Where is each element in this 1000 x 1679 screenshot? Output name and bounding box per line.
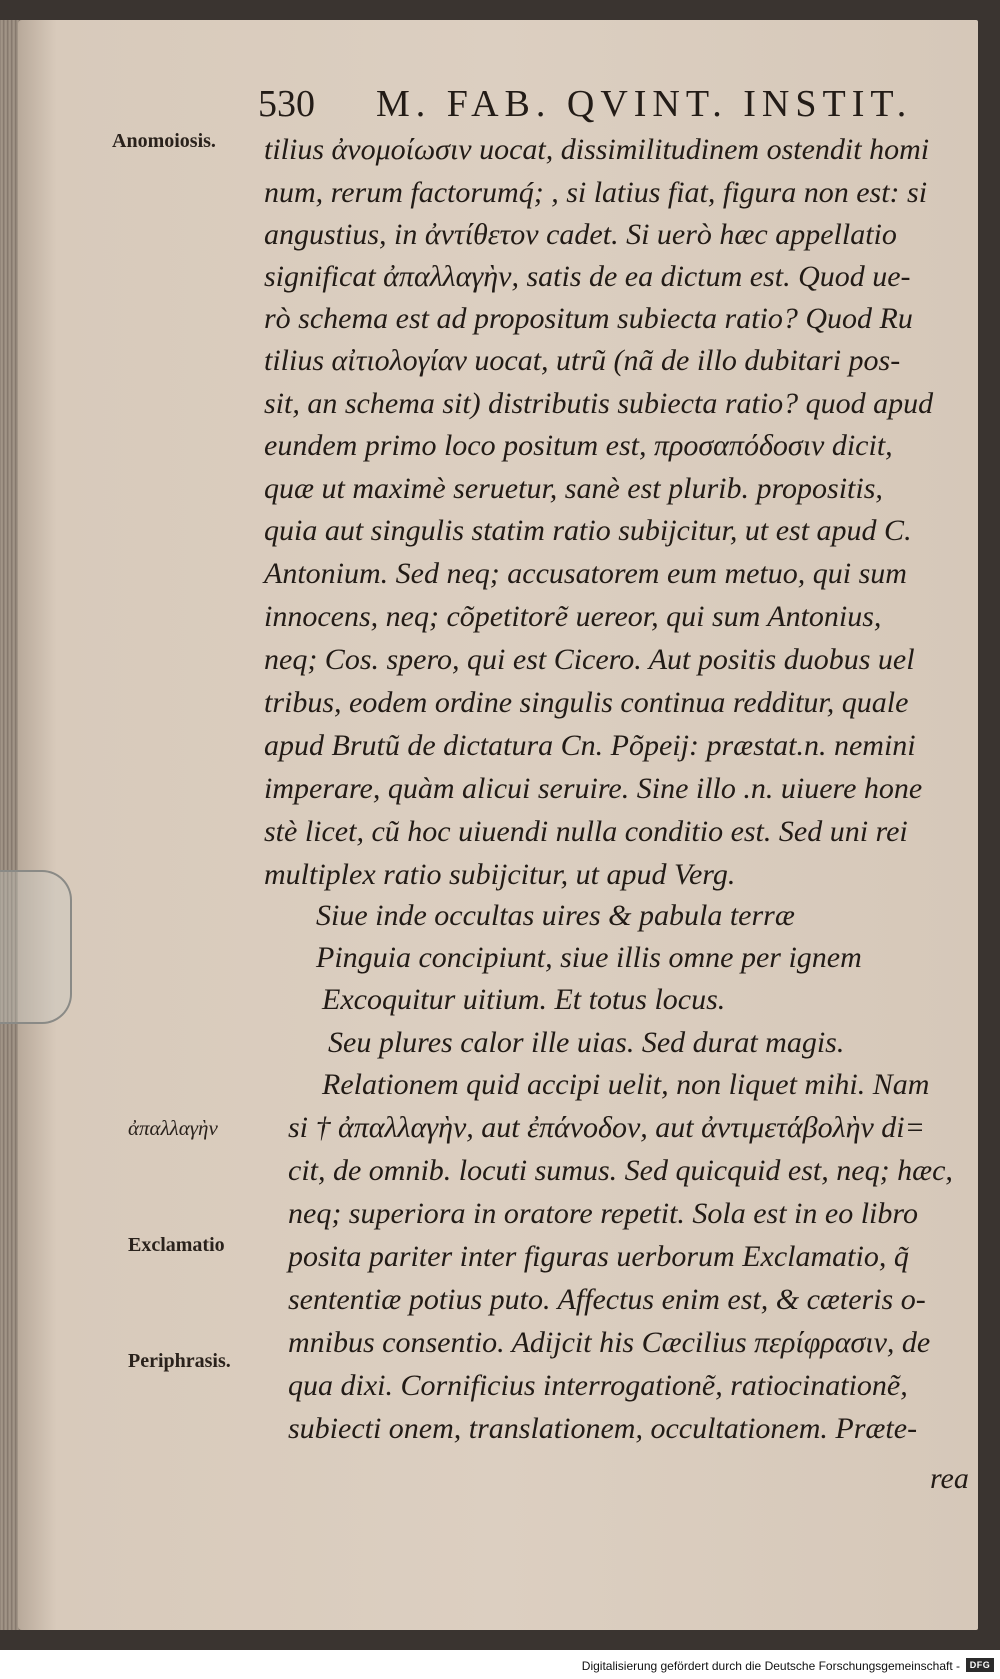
text-line: neq; superiora in oratore repetit. Sola est in eo libro [288, 1197, 918, 1230]
text-line: eundem primo loco positum est, προσαπόδοσιν dicit, [264, 429, 893, 462]
text-line: tribus, eodem ordine singulis continua redditur, quale [264, 686, 909, 719]
verse-line: Excoquitur uitium. Et totus locus. [322, 983, 726, 1016]
text-line: subiecti onem, translationem, occultationem. Præte- [288, 1412, 918, 1445]
text-line: qua dixi. Cornificius interrogationẽ, ratiocinationẽ, [288, 1369, 908, 1402]
text-line: rò schema est ad propositum subiecta ratio? Quod Ru [264, 302, 913, 335]
text-line: sit, an schema sit) distributis subiecta ratio? quod apud [264, 387, 934, 420]
clasp-strap [0, 870, 72, 1024]
catchword: rea [930, 1462, 969, 1495]
running-title: M. FAB. QVINT. INSTIT. [376, 83, 913, 125]
text-line: num, rerum factorumq́; , si latius fiat, figura non est: si [264, 176, 928, 209]
text-line: multiplex ratio subijcitur, ut apud Verg. [264, 858, 736, 891]
text-line: innocens, neq; cõpetitorẽ uereor, qui sum Antonius, [264, 600, 882, 633]
text-line: stè licet, cũ hoc uiuendi nulla conditio est. Sed uni rei [264, 815, 908, 848]
dfg-logo-icon: DFG [966, 1658, 994, 1672]
text-line: apud Brutũ de dictatura Cn. Põpeij: præstat.n. nemini [264, 729, 916, 762]
margin-note-greek: ἀπαλλαγὴν [128, 1116, 218, 1140]
text-line: imperare, quàm alicui seruire. Sine illo .n. uiuere hone [264, 772, 923, 805]
funding-credit: Digitalisierung gefördert durch die Deutsche Forschungsgemeinschaft - [581, 1659, 960, 1673]
text-line: posita pariter inter figuras uerborum Exclamatio, q̃ [288, 1240, 909, 1273]
page-number: 530 [258, 83, 315, 125]
text-line: quia aut singulis statim ratio subijcitur, ut est apud C. [264, 514, 912, 547]
verse-line: Seu plures calor ille uias. Sed durat magis. [328, 1026, 845, 1059]
margin-note-anomoiosis: Anomoiosis. [112, 130, 216, 152]
text-line: mnibus consentio. Adijcit his Cæcilius περίφρασιν, de [288, 1326, 931, 1359]
margin-note-periphrasis: Periphrasis. [128, 1350, 231, 1372]
text-line: tilius ἀνομοίωσιν uocat, dissimilitudinem ostendit homi [264, 133, 930, 166]
text-line: si † ἀπαλλαγὴν, aut ἐπάνοδον, aut ἀντιμετάβολὴν di= [288, 1111, 925, 1144]
text-line: cit, de omnib. locuti sumus. Sed quicquid est, neq; hæc, [288, 1154, 953, 1187]
text-line: Antonium. Sed neq; accusatorem eum metuo, qui sum [264, 557, 907, 590]
page-header [0, 72, 1000, 132]
text-line: significat ἀπαλλαγὴν, satis de ea dictum est. Quod ue- [264, 260, 911, 293]
text-line: sententiæ potius puto. Affectus enim est, & cæteris o- [288, 1283, 926, 1316]
verse-line: Pinguia concipiunt, siue illis omne per ignem [316, 941, 862, 974]
text-line: quæ ut maximè seruetur, sanè est plurib. propositis, [264, 472, 883, 505]
text-line: angustius, in ἀντίθετον cadet. Si uerò hæc appellatio [264, 218, 897, 251]
text-line: Relationem quid accipi uelit, non liquet mihi. Nam [322, 1068, 930, 1101]
verse-line: Siue inde occultas uires & pabula terræ [316, 899, 795, 932]
text-line: tilius αἰτιολογίαν uocat, utrũ (nã de illo dubitari pos- [264, 344, 901, 377]
text-line: neq; Cos. spero, qui est Cicero. Aut positis duobus uel [264, 643, 915, 676]
digitization-footer [0, 1650, 1000, 1679]
margin-note-exclamatio: Exclamatio [128, 1234, 225, 1256]
